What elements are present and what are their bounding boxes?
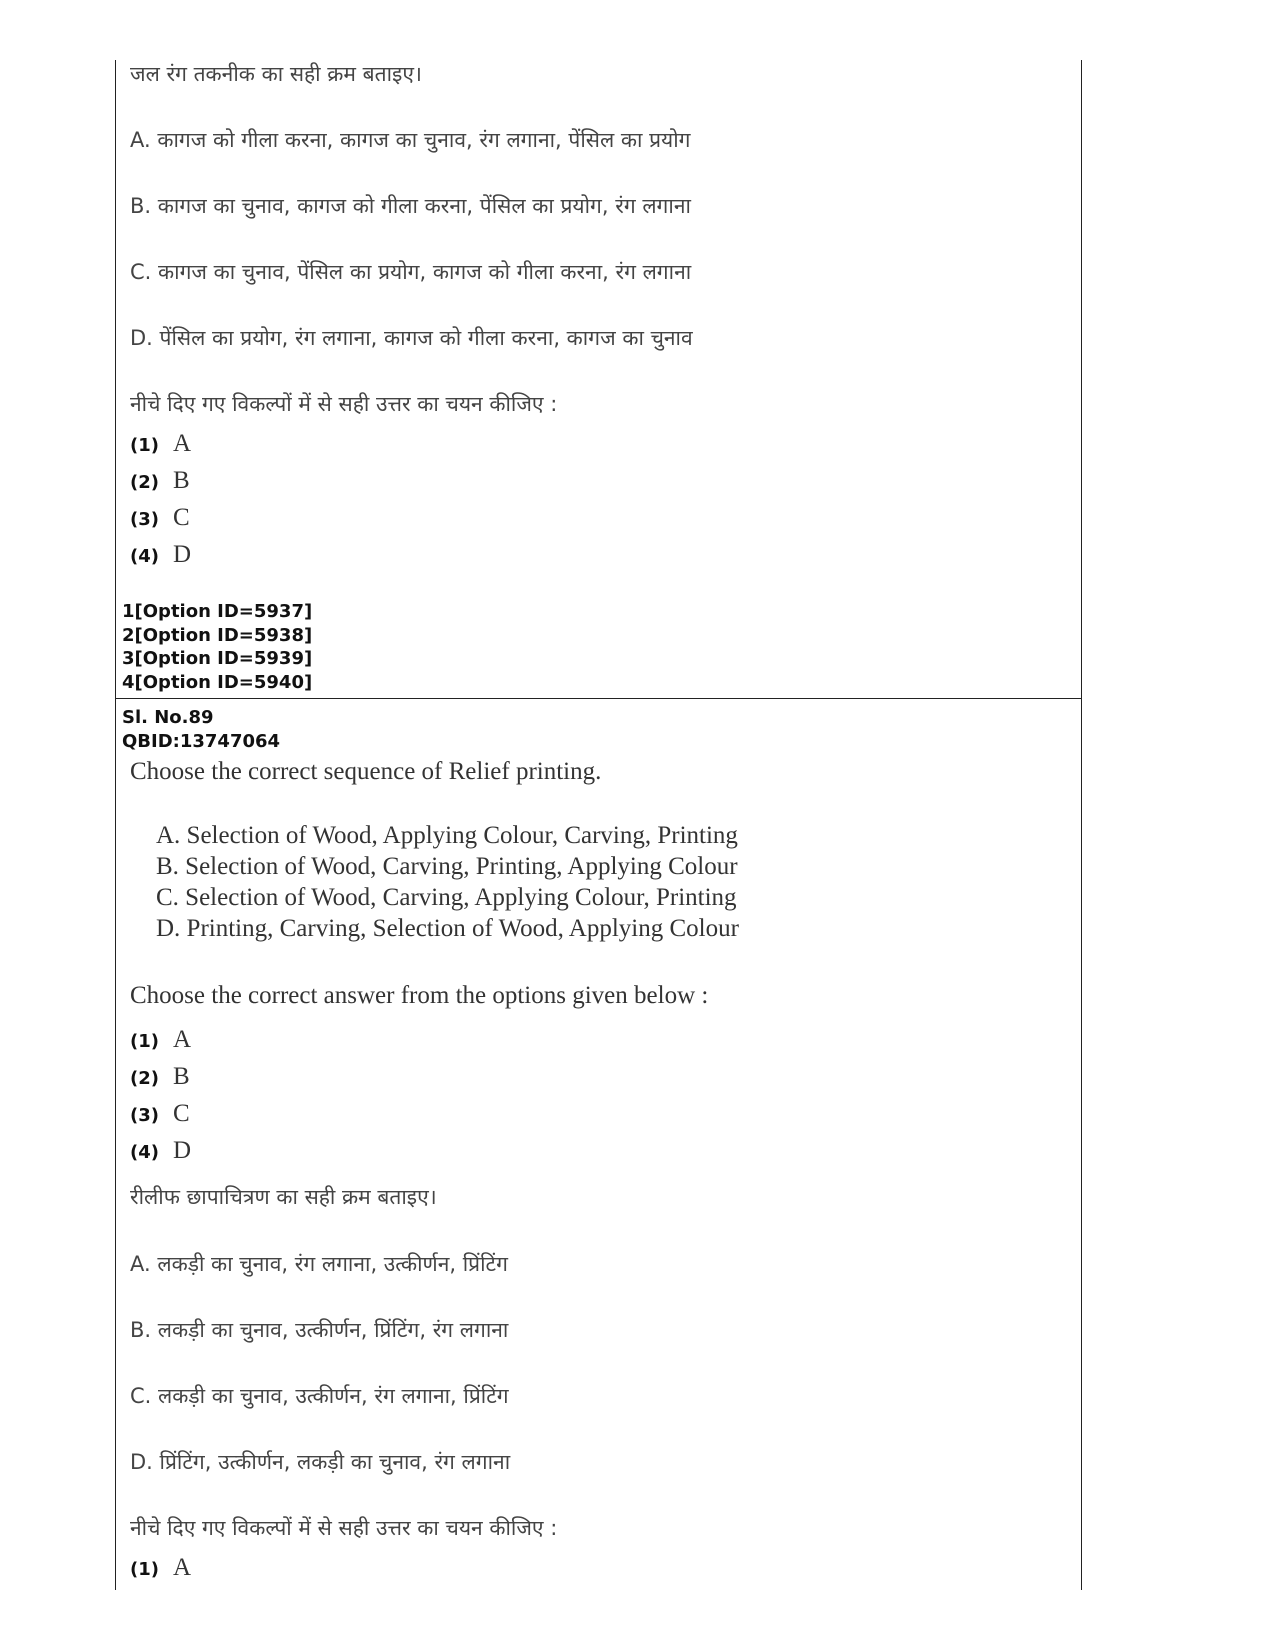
q89-option-1: (1) A — [130, 1026, 192, 1053]
q89-hindi-option-1: (1) A — [130, 1554, 192, 1581]
q89-option-2: (2) B — [130, 1063, 190, 1090]
q89-statement-b-english: B. Selection of Wood, Carving, Printing, Applying Colour — [156, 853, 738, 880]
q89-statement-c-hindi: C. लकड़ी का चुनाव, उत्कीर्णन, रंग लगाना, प्रिंटिंग — [130, 1384, 509, 1408]
q89-statement-a-hindi: A. लकड़ी का चुनाव, रंग लगाना, उत्कीर्णन, प्रिंटिंग — [130, 1252, 508, 1276]
q88-option-id-3: 3[Option ID=5939] — [122, 648, 313, 669]
q89-qbid: QBID:13747064 — [122, 731, 281, 752]
q88-statement-c: C. कागज का चुनाव, पेंसिल का प्रयोग, कागज को गीला करना, रंग लगाना — [130, 260, 692, 284]
q89-choose-instruction-hindi: नीचे दिए गए विकल्पों में से सही उत्तर का चयन कीजिए : — [130, 1516, 558, 1540]
q89-option-3: (3) C — [130, 1100, 190, 1127]
q88-option-id-2: 2[Option ID=5938] — [122, 625, 313, 646]
q89-serial-number: Sl. No.89 — [122, 707, 214, 728]
q89-question-hindi: रीलीफ छापाचित्रण का सही क्रम बताइए। — [130, 1185, 437, 1209]
q88-statement-a: A. कागज को गीला करना, कागज का चुनाव, रंग लगाना, पेंसिल का प्रयोग — [130, 128, 691, 152]
q88-option-3: (3) C — [130, 504, 190, 531]
q88-choose-instruction: नीचे दिए गए विकल्पों में से सही उत्तर का चयन कीजिए : — [130, 392, 558, 416]
q89-choose-instruction-english: Choose the correct answer from the options given below : — [130, 982, 709, 1009]
q89-statement-c-english: C. Selection of Wood, Carving, Applying Colour, Printing — [156, 884, 737, 911]
q89-statement-d-hindi: D. प्रिंटिंग, उत्कीर्णन, लकड़ी का चुनाव, रंग लगाना — [130, 1450, 511, 1474]
q88-question-hindi: जल रंग तकनीक का सही क्रम बताइए। — [130, 62, 422, 86]
q88-option-id-4: 4[Option ID=5940] — [122, 672, 313, 693]
q88-option-id-1: 1[Option ID=5937] — [122, 601, 313, 622]
q89-statement-b-hindi: B. लकड़ी का चुनाव, उत्कीर्णन, प्रिंटिंग, रंग लगाना — [130, 1318, 509, 1342]
q89-statement-a-english: A. Selection of Wood, Applying Colour, Carving, Printing — [156, 822, 738, 849]
q88-option-1: (1) A — [130, 430, 192, 457]
question-divider — [115, 698, 1081, 699]
q88-option-2: (2) B — [130, 467, 190, 494]
q89-option-4: (4) D — [130, 1137, 192, 1164]
q88-option-4: (4) D — [130, 541, 192, 568]
q89-question-english: Choose the correct sequence of Relief printing. — [130, 758, 602, 785]
q88-statement-b: B. कागज का चुनाव, कागज को गीला करना, पेंसिल का प्रयोग, रंग लगाना — [130, 194, 691, 218]
q88-statement-d: D. पेंसिल का प्रयोग, रंग लगाना, कागज को गीला करना, कागज का चुनाव — [130, 326, 693, 350]
q89-statement-d-english: D. Printing, Carving, Selection of Wood, Applying Colour — [156, 915, 739, 942]
